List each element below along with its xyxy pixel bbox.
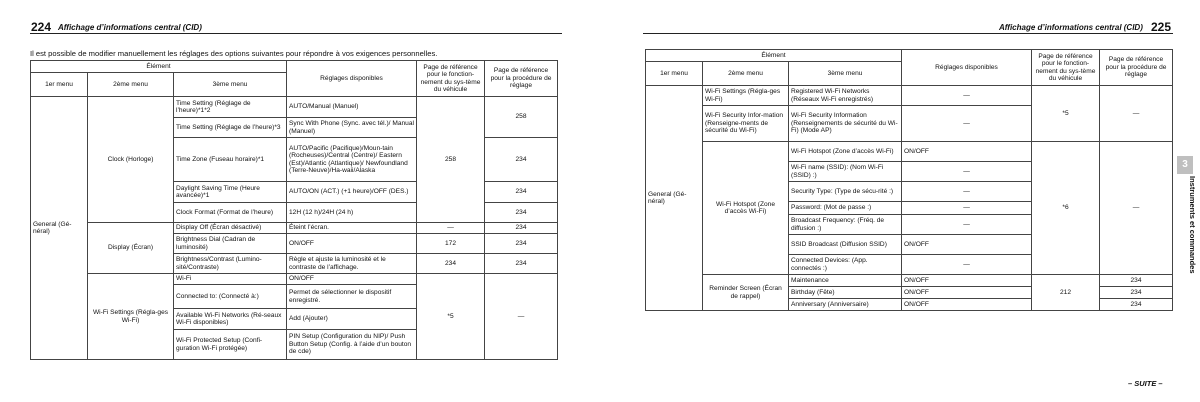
table-row-m3: Birthday (Fête) [789,287,902,299]
hotspot-ref: *6 [1032,142,1100,275]
table-row-proc: 234 [1100,287,1173,299]
menu2-display: Display (Écran) [88,223,174,274]
table-row-proc: 234 [1100,299,1173,311]
table-row-m3: Available Wi-Fi Networks (Ré-seaux Wi-Fi disponibles) [174,309,287,330]
col-menu1: 1er menu [646,62,703,86]
table-row-m3: Wi-Fi Hotspot (Zone d’accès Wi-Fi) [789,142,902,162]
table-row-setting: 12H (12 h)/24H (24 h) [287,203,417,223]
col-ref-procedure: Page de référence pour la procédure de réglage [485,61,558,97]
table-row-proc: 234 [485,138,558,182]
table-row-setting: — [902,215,1032,235]
table-row-m3: Connected Devices: (App. connectés :) [789,255,902,275]
table-row-proc: 234 [485,234,558,254]
table-row-setting: AUTO/Manual (Manuel) [287,97,417,118]
left-page-number: 224 [31,20,52,34]
continue-label: – SUITE – [1128,379,1163,388]
menu2-clock: Clock (Horloge) [88,97,174,223]
hotspot-proc: — [1100,142,1173,275]
table-row-setting: PIN Setup (Configuration du NIP)/ Push Button Setup (Config. à l’aide d’un bouton de cde) [287,330,417,360]
table-row-setting: AUTO/ON (ACT.) (+1 heure)/OFF (DES.) [287,182,417,203]
col-ref-function: Page de référence pour le fonction-nement du sys-tème du véhicule [1032,50,1100,86]
table-row-m3: Wi-Fi [174,274,287,285]
col-element: Élément [646,50,902,62]
table-row-m3: Brightness/Contrast (Lumino-sité/Contraste) [174,254,287,274]
table-row-setting: ON/OFF [902,142,1032,162]
table-row-setting: — [902,162,1032,182]
menu2-wifi-settings: Wi-Fi Settings (Régla-ges Wi-Fi) [88,274,174,360]
table-row-setting: ON/OFF [902,287,1032,299]
table-row-proc: 234 [1100,275,1173,287]
chapter-label: Instruments et commandes [1188,176,1197,274]
table-row-m3: Wi-Fi name (SSID): (Nom Wi-Fi (SSID) :) [789,162,902,182]
table-row-m2: Wi-Fi Settings (Régla-ges Wi-Fi) [703,86,789,106]
table-row-setting: ON/OFF [902,299,1032,311]
table-row-setting: Add (Ajouter) [287,309,417,330]
col-menu3: 3ème menu [174,73,287,97]
table-row-m3: Time Setting (Réglage de l’heure)*1*2 [174,97,287,118]
col-menu3: 3ème menu [789,62,902,86]
col-menu2: 2ème menu [88,73,174,97]
table-row-setting: Sync With Phone (Sync. avec tél.)/ Manual (Manuel) [287,118,417,138]
table-row-proc: 234 [485,203,558,223]
table-row-m3: Security Type: (Type de sécu-rité :) [789,182,902,202]
table-row-setting: ON/OFF [287,234,417,254]
table-row-setting: AUTO/Pacific (Pacifique)/Moun-tain (Rocheuses)/Central (Centre)/ Eastern (Est)/Atlantic (Atlantique)/ Newfoundland (Terre-Neuve)/Ha-waii/Alaska [287,138,417,182]
col-ref-procedure: Page de référence pour la procédure de réglage [1100,50,1173,86]
table-row-ref: 234 [417,254,485,274]
menu2-reminder: Reminder Screen (Écran de rappel) [703,275,789,311]
table-row-m3: Maintenance [789,275,902,287]
table-row-setting: Permet de sélectionner le dispositif enregistré. [287,285,417,309]
table-row-m3: Time Zone (Fuseau horaire)*1 [174,138,287,182]
table-row-m3: Display Off (Écran désactivé) [174,223,287,234]
table-row-m3: Anniversary (Anniversaire) [789,299,902,311]
table-row-setting: ON/OFF [902,275,1032,287]
clock-ref: 258 [417,97,485,223]
col-settings: Réglages disponibles [902,50,1032,86]
left-settings-table [30,60,558,360]
table-row-m3: Brightness Dial (Cadran de luminosité) [174,234,287,254]
table-row-m3: Daylight Saving Time (Heure avancée)*1 [174,182,287,203]
menu2-hotspot: Wi-Fi Hotspot (Zone d’accès Wi-Fi) [703,142,789,275]
table-row-setting: Éteint l’écran. [287,223,417,234]
table-row-proc: 234 [485,254,558,274]
menu1-general: General (Gé-néral) [646,86,703,311]
table-row-setting: — [902,182,1032,202]
col-menu2: 2ème menu [703,62,789,86]
table-row-m3: Clock Format (Format de l’heure) [174,203,287,223]
table-row-setting: ON/OFF [902,235,1032,255]
right-settings-table [645,49,1173,311]
intro-text: Il est possible de modifier manuellement les réglages des options suivantes pour répondre à vos exigences personnelles. [30,49,438,58]
reminder-ref: 212 [1032,275,1100,311]
table-row-m3: Registered Wi-Fi Networks (Réseaux Wi-Fi enregistrés) [789,86,902,106]
wifi-proc: — [1100,86,1173,142]
table-row-m3: Wi-Fi Security Information (Renseignements de sécurité du Wi-Fi) (Mode AP) [789,106,902,142]
table-row-setting: Règle et ajuste la luminosité et le contraste de l’affichage. [287,254,417,274]
table-row-setting: ON/OFF [287,274,417,285]
chapter-tab: 3 [1177,156,1193,174]
table-row-setting: — [902,202,1032,215]
wifi-proc: — [485,274,558,360]
left-header-title: Affichage d’informations central (CID) [58,23,202,32]
table-row-m2: Wi-Fi Security Infor-mation (Renseigne-ments de sécurité du Wi-Fi) [703,106,789,142]
table-row-m3: SSID Broadcast (Diffusion SSID) [789,235,902,255]
col-menu1: 1er menu [31,73,88,97]
table-row-m3: Wi-Fi Protected Setup (Confi-guration Wi-Fi protégée) [174,330,287,360]
table-row-ref: — [417,223,485,234]
time-proc: 258 [485,97,558,138]
table-row-setting: — [902,106,1032,142]
table-row-m3: Broadcast Frequency: (Fréq. de diffusion :) [789,215,902,235]
table-row-m3: Time Setting (Réglage de l’heure)*3 [174,118,287,138]
table-row-setting: — [902,255,1032,275]
right-header-title: Affichage d’informations central (CID) [999,23,1143,32]
right-page-number: 225 [1151,20,1172,34]
table-row-m3: Password: (Mot de passe :) [789,202,902,215]
col-settings: Réglages disponibles [287,61,417,97]
wifi-ref: *5 [1032,86,1100,142]
col-element: Élément [31,61,287,73]
table-row-ref: 172 [417,234,485,254]
menu1-general: General (Gé-néral) [31,97,88,360]
table-row-m3: Connected to: (Connecté à:) [174,285,287,309]
wifi-ref: *5 [417,274,485,360]
table-row-setting: — [902,86,1032,106]
col-ref-function: Page de référence pour le fonction-nement du sys-tème du véhicule [417,61,485,97]
table-row-proc: 234 [485,223,558,234]
table-row-proc: 234 [485,182,558,203]
